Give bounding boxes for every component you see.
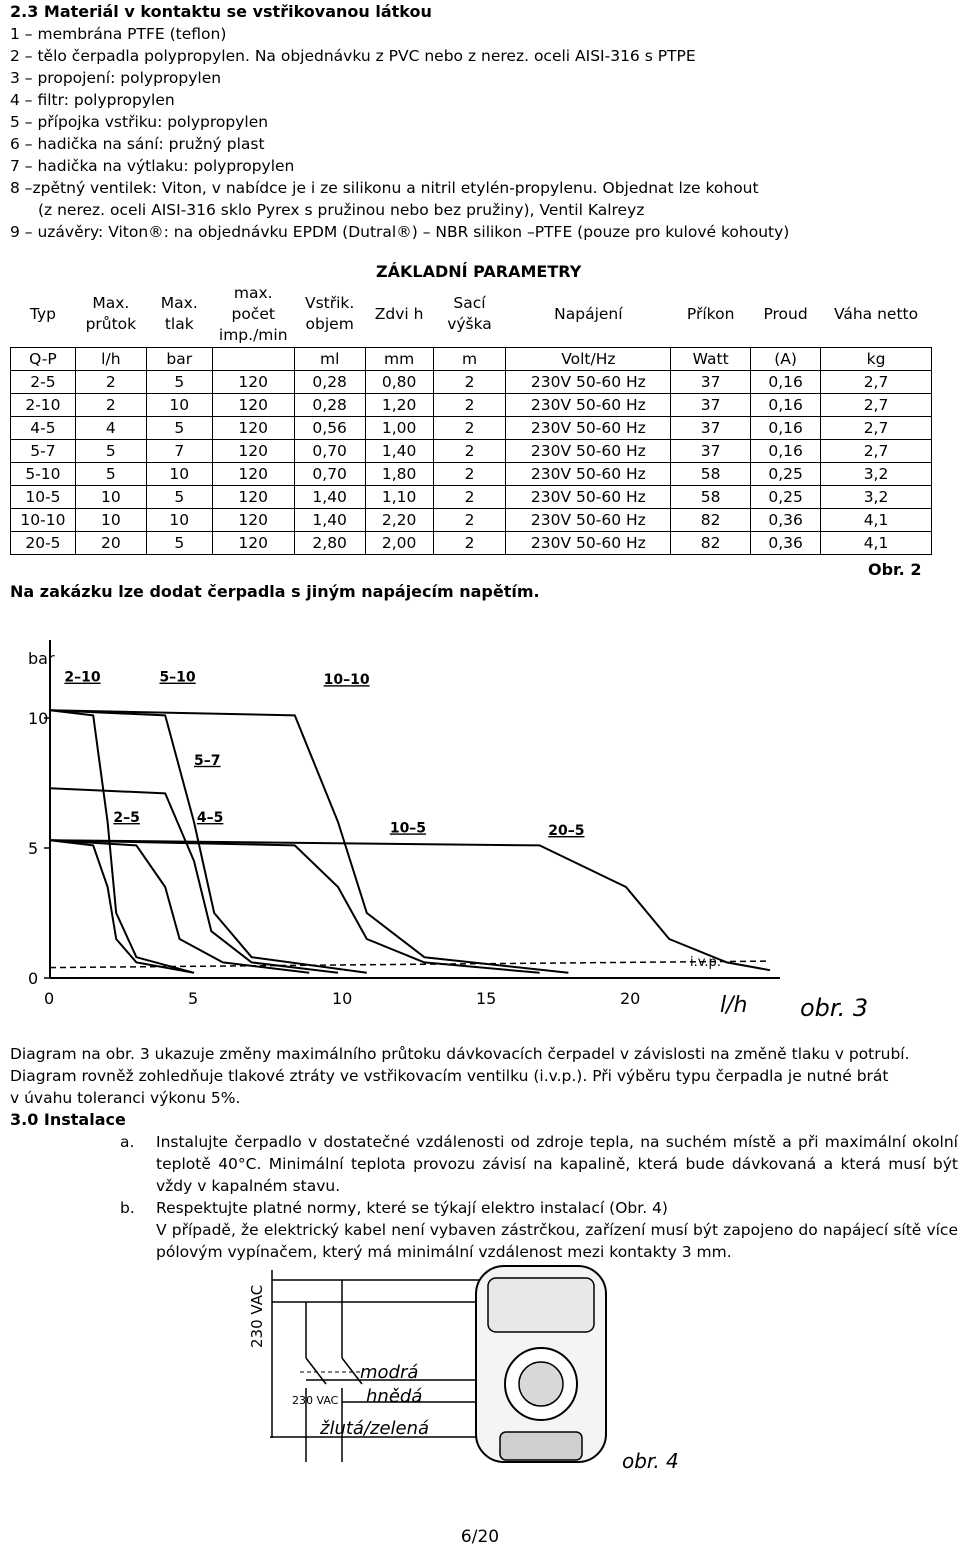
pump-base (500, 1432, 582, 1460)
table-cell: 10 (75, 509, 146, 532)
table-cell: 2,7 (821, 371, 932, 394)
table-cell: 20-5 (11, 532, 76, 555)
install-marker-b: b. (120, 1199, 135, 1217)
diagram-text: v úvahu toleranci výkonu 5%. (10, 1089, 241, 1107)
table-unit: bar (146, 348, 212, 371)
parameters-table (10, 281, 932, 555)
table-cell: 5 (146, 486, 212, 509)
table-header: Vstřik. objem (305, 294, 355, 333)
voltage-vertical-label: 230 VAC (248, 1284, 266, 1348)
table-cell: 120 (212, 486, 294, 509)
material-item: 4 – filtr: polypropylen (10, 91, 175, 109)
ivp-label: i.v.p. (690, 955, 721, 970)
table-cell: 230V 50-60 Hz (506, 417, 671, 440)
table-cell: 2,00 (365, 532, 433, 555)
table-cell: 20 (75, 532, 146, 555)
flow-pressure-chart (10, 620, 950, 1030)
table-header-row (11, 281, 932, 348)
material-item: 3 – propojení: polypropylen (10, 69, 222, 87)
table-unit: Q-P (11, 348, 76, 371)
table-cell: 4,1 (821, 509, 932, 532)
y-axis-label: bar (28, 649, 55, 668)
table-cell: 2,20 (365, 509, 433, 532)
curve-label: 20–5 (548, 823, 585, 839)
table-header: Max. tlak (160, 294, 198, 333)
table-cell: 10 (146, 394, 212, 417)
table-cell: 1,40 (294, 509, 365, 532)
wiring-figure-label: obr. 4 (622, 1449, 679, 1473)
table-cell: 2 (433, 532, 506, 555)
install-item-b-extra: V případě, že elektrický kabel není vybaven zástrčkou, zařízení musí být zapojeno do napájecí sítě více pólovým vypínačem, který má minimální vzdálenost mezi kontakty 3 mm. (156, 1221, 958, 1261)
table-cell: 0,25 (751, 486, 821, 509)
table-cell: 10-10 (11, 509, 76, 532)
table-cell: 0,28 (294, 394, 365, 417)
material-item: 8 –zpětný ventilek: Viton, v nabídce je i ze silikonu a nitril etylén-propylenu. Objednat lze kohout (10, 179, 759, 197)
x-tick-label: 15 (476, 989, 497, 1008)
table-cell: 1,00 (365, 417, 433, 440)
wiring-diagram (230, 1262, 690, 1482)
table-cell: 1,40 (365, 440, 433, 463)
table-cell: 230V 50-60 Hz (506, 463, 671, 486)
blue-wire-label: modrá (360, 1362, 419, 1383)
curve-4-5 (50, 840, 309, 973)
table-cell: 120 (212, 394, 294, 417)
table-cell: 1,10 (365, 486, 433, 509)
table-cell: 2,80 (294, 532, 365, 555)
section-title: 2.3 Materiál v kontaktu se vstřikovanou látkou (10, 2, 432, 21)
table-cell: 5 (146, 532, 212, 555)
voltage-note: Na zakázku lze dodat čerpadla s jiným napájecím napětím. (10, 582, 540, 601)
table-header: Typ (29, 304, 56, 323)
table-row (11, 486, 932, 509)
curve-label: 4–5 (196, 810, 224, 826)
table-cell: 82 (671, 509, 751, 532)
table-cell: 37 (671, 394, 751, 417)
table-cell: 4-5 (11, 417, 76, 440)
curve-label: 10–10 (323, 672, 370, 689)
table-header: Sací výška (447, 294, 492, 333)
table-cell: 0,25 (751, 463, 821, 486)
table-cell: 0,36 (751, 509, 821, 532)
pump-panel (488, 1278, 594, 1332)
install-item-a: Instalujte čerpadlo v dostatečné vzdálenosti od zdroje tepla, na suchém místě a při maximální okolní teplotě 40°C. Minimální teplota provozu závisí na kapalině, která bude dávkovaná a která musí být vždy v kapalném stavu. (156, 1133, 958, 1195)
y-tick-label: 10 (28, 709, 49, 728)
table-unit: Watt (671, 348, 751, 371)
table-header: Proud (763, 304, 808, 323)
table-cell: 0,80 (365, 371, 433, 394)
table-cell: 4 (75, 417, 146, 440)
table-cell: 2 (433, 463, 506, 486)
table-cell: 10 (146, 463, 212, 486)
table-cell: 3,2 (821, 486, 932, 509)
table-cell: 37 (671, 440, 751, 463)
curve-label: 5–10 (159, 669, 196, 686)
pump-head-inner (519, 1362, 563, 1406)
table-cell: 1,20 (365, 394, 433, 417)
table-cell: 58 (671, 486, 751, 509)
install-marker-a: a. (120, 1133, 135, 1151)
curve-label: 2–10 (64, 669, 101, 686)
x-tick-label: 0 (44, 989, 55, 1008)
install-title: 3.0 Instalace (10, 1110, 126, 1129)
material-item: (z nerez. oceli AISI-316 sklo Pyrex s pružinou nebo bez pružiny), Ventil Kalreyz (38, 201, 645, 219)
table-cell: 10 (75, 486, 146, 509)
table-header: Zdvi h (374, 304, 424, 323)
table-cell: 120 (212, 417, 294, 440)
material-item: 9 – uzávěry: Viton®: na objednávku EPDM (Dutral®) – NBR silikon –PTFE (pouze pro kulové kohouty) (10, 223, 790, 241)
table-title: ZÁKLADNÍ PARAMETRY (376, 262, 582, 281)
table-cell: 230V 50-60 Hz (506, 371, 671, 394)
pump-drawing (476, 1266, 606, 1462)
curve-label: 5–7 (194, 752, 221, 769)
table-cell: 120 (212, 463, 294, 486)
table-cell: 5-7 (11, 440, 76, 463)
table-cell: 5 (146, 417, 212, 440)
table-cell: 2 (433, 486, 506, 509)
material-item: 6 – hadička na sání: pružný plast (10, 135, 265, 153)
table-cell: 7 (146, 440, 212, 463)
table-cell: 5 (75, 463, 146, 486)
table-cell: 2 (433, 394, 506, 417)
table-unit: (A) (751, 348, 821, 371)
material-item: 1 – membrána PTFE (teflon) (10, 25, 227, 43)
brown-wire-label: hnědá (366, 1386, 423, 1407)
table-cell: 120 (212, 440, 294, 463)
install-item-b: Respektujte platné normy, které se týkají elektro instalací (Obr. 4) (156, 1199, 668, 1217)
table-cell: 120 (212, 532, 294, 555)
diagram-text: Diagram na obr. 3 ukazuje změny maximálního průtoku dávkovacích čerpadel v závislosti na změně tlaku v potrubí. (10, 1045, 910, 1063)
table-cell: 0,16 (751, 394, 821, 417)
curve-2-5 (50, 840, 194, 973)
table-cell: 120 (212, 371, 294, 394)
table-cell: 10 (146, 509, 212, 532)
x-tick-label: 10 (332, 989, 353, 1008)
curve-10-5 (50, 840, 540, 973)
table-figure-label: Obr. 2 (868, 560, 922, 579)
table-cell: 82 (671, 532, 751, 555)
voltage-small-label: 230 VAC (292, 1394, 339, 1407)
chart-figure-label: obr. 3 (800, 994, 869, 1022)
diagram-text: Diagram rovněž zohledňuje tlakové ztráty ve vstřikovacím ventilku (i.v.p.). Při výběru typu čerpadla je nutné brát (10, 1067, 889, 1085)
table-cell: 230V 50-60 Hz (506, 394, 671, 417)
table-cell: 3,2 (821, 463, 932, 486)
table-cell: 0,36 (751, 532, 821, 555)
table-cell: 230V 50-60 Hz (506, 486, 671, 509)
x-tick-label: 20 (620, 989, 641, 1008)
table-cell: 230V 50-60 Hz (506, 509, 671, 532)
table-row (11, 394, 932, 417)
table-cell: 2 (433, 417, 506, 440)
table-header: Max. průtok (85, 294, 137, 333)
curve-20-5 (50, 840, 770, 970)
table-cell: 230V 50-60 Hz (506, 440, 671, 463)
table-cell: 2,7 (821, 394, 932, 417)
table-unit: mm (365, 348, 433, 371)
table-header: Příkon (686, 304, 735, 323)
table-cell: 4,1 (821, 532, 932, 555)
table-cell: 1,80 (365, 463, 433, 486)
table-row (11, 440, 932, 463)
table-cell: 1,40 (294, 486, 365, 509)
table-unit: kg (821, 348, 932, 371)
curve-label: 2–5 (113, 810, 140, 826)
table-cell: 0,70 (294, 463, 365, 486)
table-cell: 5 (75, 440, 146, 463)
table-unit: m (433, 348, 506, 371)
table-cell: 230V 50-60 Hz (506, 532, 671, 555)
table-cell: 2 (75, 394, 146, 417)
table-cell: 10-5 (11, 486, 76, 509)
table-row (11, 509, 932, 532)
table-cell: 2 (433, 371, 506, 394)
table-row (11, 532, 932, 555)
table-unit (212, 348, 294, 371)
table-cell: 5-10 (11, 463, 76, 486)
y-tick-label: 5 (28, 839, 39, 858)
table-header: Váha netto (833, 304, 919, 323)
table-row (11, 463, 932, 486)
table-cell: 2 (75, 371, 146, 394)
table-cell: 5 (146, 371, 212, 394)
table-header: max. počet imp./min (218, 283, 288, 344)
table-cell: 37 (671, 417, 751, 440)
table-unit: ml (294, 348, 365, 371)
y-tick-label: 0 (28, 969, 39, 988)
curve-5-7 (50, 788, 338, 973)
table-cell: 2 (433, 509, 506, 532)
table-header: Napájení (554, 304, 623, 323)
table-row (11, 371, 932, 394)
table-unit: l/h (75, 348, 146, 371)
material-item: 2 – tělo čerpadla polypropylen. Na objednávku z PVC nebo z nerez. oceli AISI-316 s PTPE (10, 47, 696, 65)
table-cell: 120 (212, 509, 294, 532)
table-cell: 0,28 (294, 371, 365, 394)
table-cell: 2,7 (821, 417, 932, 440)
table-cell: 2,7 (821, 440, 932, 463)
curve-label: 10–5 (389, 820, 427, 837)
table-cell: 0,16 (751, 417, 821, 440)
material-item: 5 – přípojka vstřiku: polypropylen (10, 113, 269, 131)
table-cell: 2-5 (11, 371, 76, 394)
x-tick-label: 5 (188, 989, 199, 1008)
page-number: 6/20 (460, 1527, 500, 1547)
material-item: 7 – hadička na výtlaku: polypropylen (10, 157, 295, 175)
table-cell: 0,56 (294, 417, 365, 440)
table-cell: 2 (433, 440, 506, 463)
table-cell: 37 (671, 371, 751, 394)
table-cell: 2-10 (11, 394, 76, 417)
yellow-green-wire-label: žlutá/zelená (320, 1418, 430, 1439)
table-row (11, 417, 932, 440)
x-axis-label: l/h (720, 993, 748, 1018)
table-cell: 0,70 (294, 440, 365, 463)
table-cell: 0,16 (751, 440, 821, 463)
table-cell: 58 (671, 463, 751, 486)
table-cell: 0,16 (751, 371, 821, 394)
table-unit: Volt/Hz (506, 348, 671, 371)
table-units-row (11, 348, 932, 371)
